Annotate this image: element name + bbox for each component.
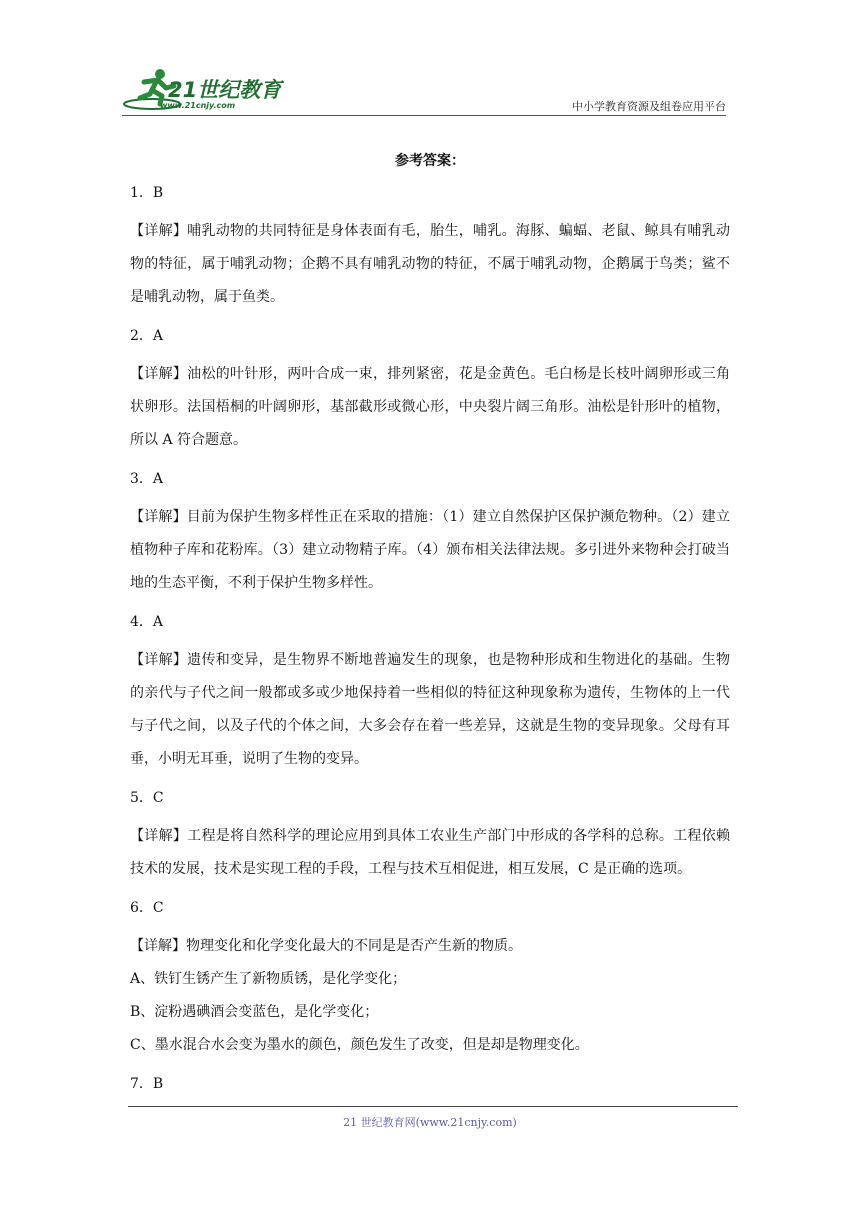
answer-explanation: 【详解】油松的叶针形，两叶合成一束，排列紧密，花是金黄色。毛白杨是长枝叶阔卵形或三角状卵形。法国梧桐的叶阔卵形，基部截形或微心形，中央裂片阔三角形。油松是针形叶的植物，所以 A 符合题意。 [130, 366, 730, 448]
answer-option-note: B、淀粉遇碘酒会变蓝色，是化学变化； [130, 1004, 379, 1020]
answer-explanation: 【详解】哺乳动物的共同特征是身体表面有毛，胎生，哺乳。海豚、蝙蝠、老鼠、鲸具有哺乳动物的特征，属于哺乳动物；企鹅不具有哺乳动物的特征，不属于哺乳动物，企鹅属于鸟类；鲨不是哺乳动物，属于鱼类。 [130, 223, 730, 305]
platform-tagline: 中小学教育资源及组卷应用平台 [572, 100, 726, 113]
answer-number: 6．C [130, 900, 164, 916]
logo-text: 21世纪教育 [168, 78, 282, 102]
page-title: 参考答案： [395, 153, 465, 169]
answer-list [130, 182, 730, 1095]
answer-number: 3．A [130, 471, 164, 487]
answer-option-note: A、铁钉生锈产生了新物质锈，是化学变化； [130, 971, 407, 987]
answer-explanation: 【详解】工程是将自然科学的理论应用到具体工农业生产部门中形成的各学科的总称。工程依赖技术的发展，技术是实现工程的手段，工程与技术互相促进，相互发展，C 是正确的选项。 [130, 828, 730, 877]
logo-url: www.21cnjy.com [160, 101, 236, 110]
footer-divider [128, 1106, 738, 1107]
answer-number: 7．B [130, 1076, 164, 1092]
answer-explanation: 【详解】物理变化和化学变化最大的不同是是否产生新的物质。 [130, 938, 522, 954]
answer-number: 5．C [130, 790, 164, 806]
page-header [122, 60, 726, 116]
answer-number: 1．B [130, 185, 164, 201]
page-footer: 21 世纪教育网(www.21cnjy.com) [343, 1116, 517, 1129]
answer-explanation: 【详解】遗传和变异，是生物界不断地普遍发生的现象，也是物种形成和生物进化的基础。生物的亲代与子代之间一般都或多或少地保持着一些相似的特征这种现象称为遗传，生物体的上一代与子代之间，以及子代的个体之间，大多会存在着一些差异，这就是生物的变异现象。父母有耳垂，小明无耳垂，说明了生物的变异。 [130, 652, 730, 767]
answer-option-note: C、墨水混合水会变为墨水的颜色，颜色发生了改变，但是却是物理变化。 [130, 1037, 589, 1053]
answer-explanation: 【详解】目前为保护生物多样性正在采取的措施：（1）建立自然保护区保护濒危物种。（2）建立植物种子库和花粉库。（3）建立动物精子库。（4）颁布相关法律法规。多引进外来物种会打破当地的生态平衡，不利于保护生物多样性。 [130, 509, 730, 591]
header-divider [122, 115, 726, 116]
site-logo [122, 60, 322, 116]
answer-content [130, 150, 730, 1106]
answer-number: 2．A [130, 328, 164, 344]
answer-number: 4．A [130, 614, 164, 630]
